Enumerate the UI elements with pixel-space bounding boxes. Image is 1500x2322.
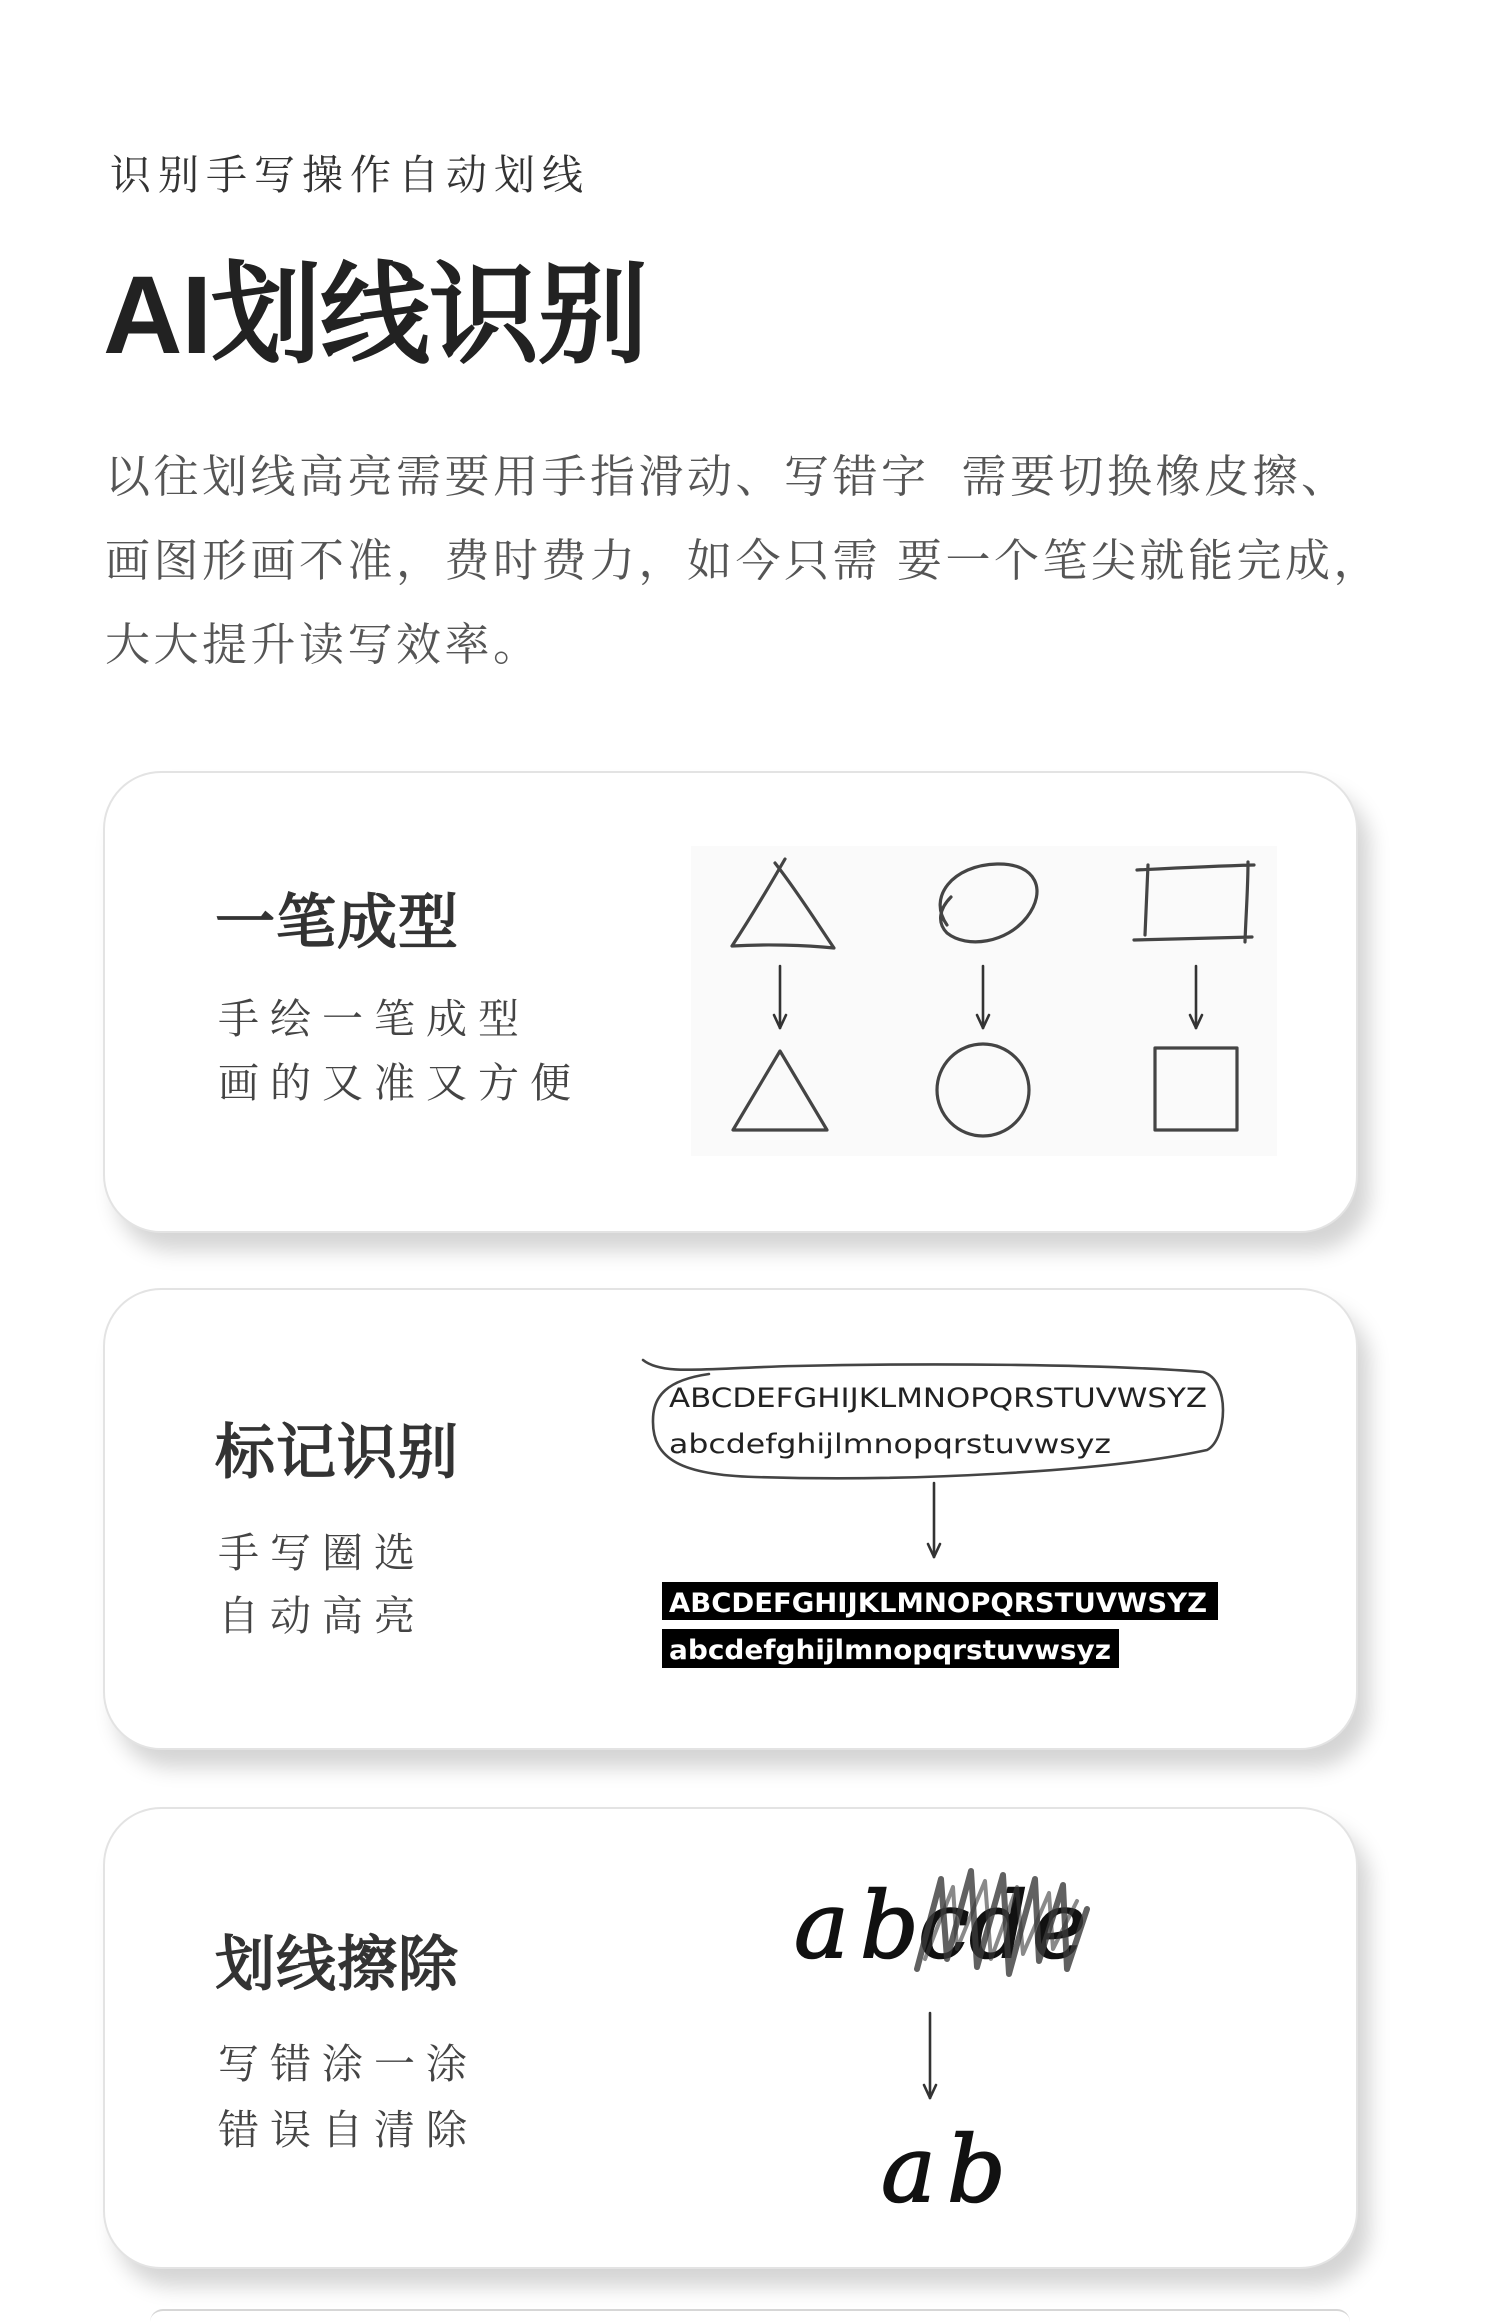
lowercase-sample-text: abcdefghijlmnopqrstuvwsyz bbox=[669, 1429, 1111, 1460]
intro-line: 画图形画不准，费时费力，如今只需 要一个笔尖就能完成， bbox=[105, 535, 1383, 586]
circle-highlight-illustration bbox=[105, 1290, 1360, 1752]
arrow-down-icon bbox=[924, 2013, 936, 2098]
feature-description-line: 错误自清除 bbox=[218, 2107, 478, 2153]
page-title: AI划线识别 bbox=[103, 254, 647, 377]
feature-description-line: 手写圈选 bbox=[218, 1530, 426, 1576]
feature-title: 一笔成型 bbox=[215, 889, 459, 956]
intro-line: 以往划线高亮需要用手指滑动、写错字 需要切换橡皮擦、 bbox=[105, 451, 1350, 502]
intro-paragraph bbox=[105, 435, 1382, 687]
feature-card-shape bbox=[103, 771, 1358, 1233]
handwritten-letter: a bbox=[794, 1872, 849, 1979]
arrow-down-icon bbox=[928, 1483, 940, 1557]
intro-line: 大大提升读写效率。 bbox=[105, 619, 542, 670]
highlighted-uppercase-text: ABCDEFGHIJKLMNOPQRSTUVWSYZ bbox=[669, 1588, 1207, 1619]
handwritten-letter: b bbox=[860, 1872, 919, 1979]
feature-description-line: 自动高亮 bbox=[218, 1593, 426, 1639]
uppercase-sample-text: ABCDEFGHIJKLMNOPQRSTUVWSYZ bbox=[669, 1383, 1207, 1414]
feature-description-line: 写错涂一涂 bbox=[218, 2041, 478, 2087]
handwritten-letter: b bbox=[947, 2116, 1006, 2223]
handwritten-letter: a bbox=[881, 2116, 936, 2223]
page-subtitle: 识别手写操作自动划线 bbox=[110, 152, 590, 198]
feature-card-erase bbox=[103, 1807, 1358, 2269]
shape-recognition-illustration bbox=[105, 773, 1360, 1235]
feature-description-line: 手绘一笔成型 bbox=[218, 996, 530, 1042]
hand-drawn-circle-mark bbox=[643, 1360, 1223, 1478]
feature-description-line: 画的又准又方便 bbox=[218, 1060, 582, 1106]
feature-title: 划线擦除 bbox=[215, 1931, 459, 1998]
highlighted-lowercase-text: abcdefghijlmnopqrstuvwsyz bbox=[669, 1635, 1111, 1666]
feature-title: 标记识别 bbox=[215, 1419, 459, 1486]
scribble-erase-illustration bbox=[105, 1809, 1360, 2271]
handwritten-letter: c bbox=[918, 1872, 970, 1979]
handwritten-letter: d bbox=[969, 1872, 1028, 1979]
feature-card-highlight bbox=[103, 1288, 1358, 1750]
handwritten-letter: e bbox=[1032, 1872, 1087, 1979]
next-card-top-edge bbox=[150, 2309, 1350, 2322]
